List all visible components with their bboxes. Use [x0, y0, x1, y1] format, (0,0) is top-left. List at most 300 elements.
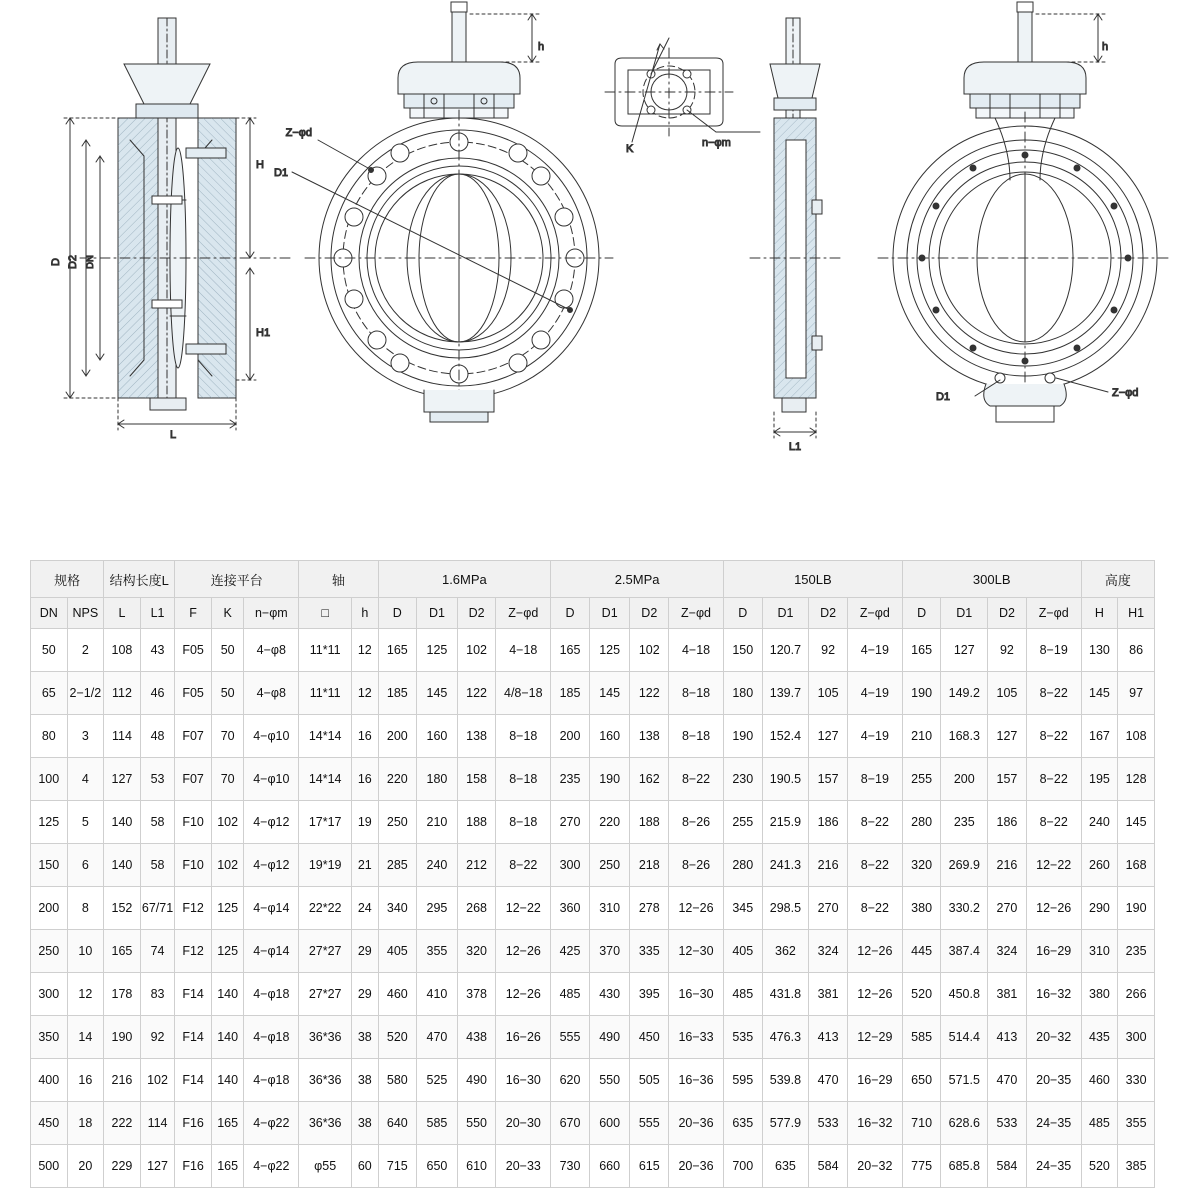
table-cell: 36*36 [299, 1059, 352, 1102]
table-cell: 430 [589, 973, 630, 1016]
table-cell: 470 [417, 1016, 458, 1059]
table-cell: 12−26 [496, 973, 551, 1016]
table-cell: 38 [352, 1059, 378, 1102]
table-cell: 127 [104, 758, 141, 801]
column-header: Z−φd [1026, 598, 1081, 629]
table-row [31, 973, 1155, 1016]
table-cell: 83 [140, 973, 175, 1016]
table-cell: 165 [211, 1145, 244, 1188]
table-cell: 385 [1118, 1145, 1155, 1188]
table-cell: 270 [551, 801, 590, 844]
table-cell: 165 [378, 629, 417, 672]
table-cell: 38 [352, 1016, 378, 1059]
table-cell: 16−32 [1026, 973, 1081, 1016]
spec-table [30, 560, 1155, 1188]
table-cell: 29 [352, 930, 378, 973]
table-cell: 19*19 [299, 844, 352, 887]
table-cell: 14*14 [299, 758, 352, 801]
table-cell: 514.4 [941, 1016, 988, 1059]
table-cell: 152.4 [762, 715, 809, 758]
table-cell: 190.5 [762, 758, 809, 801]
table-cell: 48 [140, 715, 175, 758]
column-header: D2 [630, 598, 669, 629]
table-cell: 130 [1081, 629, 1118, 672]
table-cell: 580 [378, 1059, 417, 1102]
label-H1: H1 [256, 327, 271, 339]
table-cell: 53 [140, 758, 175, 801]
table-cell: 20−36 [669, 1102, 724, 1145]
table-cell: 320 [457, 930, 496, 973]
table-cell: 128 [1118, 758, 1155, 801]
view-section-left [64, 18, 290, 430]
column-header: K [211, 598, 244, 629]
table-cell: 295 [417, 887, 458, 930]
table-cell: 555 [551, 1016, 590, 1059]
table-cell: 470 [809, 1059, 848, 1102]
column-header: H [1081, 598, 1118, 629]
view-mounting-pad [605, 38, 760, 142]
table-cell: 280 [723, 844, 762, 887]
table-cell: 330.2 [941, 887, 988, 930]
column-header: □ [299, 598, 352, 629]
table-cell: 431.8 [762, 973, 809, 1016]
table-cell: 50 [211, 629, 244, 672]
table-cell: 140 [104, 801, 141, 844]
table-cell: 378 [457, 973, 496, 1016]
table-cell: 16−30 [496, 1059, 551, 1102]
table-cell: 535 [723, 1016, 762, 1059]
table-cell: 300 [31, 973, 68, 1016]
table-cell: 600 [589, 1102, 630, 1145]
table-cell: 210 [902, 715, 941, 758]
table-cell: 12−22 [496, 887, 551, 930]
table-row [31, 887, 1155, 930]
table-cell: 240 [1081, 801, 1118, 844]
table-cell: 67/71 [140, 887, 175, 930]
table-cell: 241.3 [762, 844, 809, 887]
table-cell: 11*11 [299, 672, 352, 715]
table-cell: 12−26 [847, 973, 902, 1016]
label-D1-right: D1 [935, 391, 950, 403]
column-header: D [902, 598, 941, 629]
table-cell: 185 [551, 672, 590, 715]
table-cell: 285 [378, 844, 417, 887]
table-row [31, 1059, 1155, 1102]
table-cell: 387.4 [941, 930, 988, 973]
table-cell: F10 [175, 801, 212, 844]
table-cell: 16−29 [1026, 930, 1081, 973]
table-cell: 685.8 [941, 1145, 988, 1188]
label-D: D [50, 258, 62, 266]
table-cell: 4−φ8 [244, 629, 299, 672]
table-cell: 200 [31, 887, 68, 930]
table-cell: 229 [104, 1145, 141, 1188]
table-cell: 355 [417, 930, 458, 973]
label-n-phi-m: n−φm [702, 137, 731, 149]
table-cell: F16 [175, 1102, 212, 1145]
table-cell: 380 [1081, 973, 1118, 1016]
table-cell: 533 [988, 1102, 1027, 1145]
table-cell: 165 [211, 1102, 244, 1145]
table-cell: 158 [457, 758, 496, 801]
table-cell: 125 [31, 801, 68, 844]
table-cell: 125 [211, 887, 244, 930]
table-cell: 460 [378, 973, 417, 1016]
table-cell: 425 [551, 930, 590, 973]
table-row [31, 1145, 1155, 1188]
table-cell: 8−22 [847, 887, 902, 930]
table-row [31, 801, 1155, 844]
table-cell: 114 [140, 1102, 175, 1145]
table-cell: 160 [417, 715, 458, 758]
table-cell: 18 [67, 1102, 104, 1145]
table-cell: 145 [1118, 801, 1155, 844]
table-cell: 12−26 [847, 930, 902, 973]
label-L1: L1 [788, 441, 802, 453]
table-cell: 235 [551, 758, 590, 801]
table-cell: 50 [211, 672, 244, 715]
column-header: D1 [589, 598, 630, 629]
table-cell: 635 [723, 1102, 762, 1145]
column-header: D1 [941, 598, 988, 629]
table-cell: 250 [31, 930, 68, 973]
table-cell: 102 [211, 801, 244, 844]
table-cell: 216 [104, 1059, 141, 1102]
table-cell: 450 [630, 1016, 669, 1059]
table-cell: 470 [988, 1059, 1027, 1102]
group-header: 规格 [31, 561, 104, 598]
column-header: D2 [809, 598, 848, 629]
table-cell: 485 [723, 973, 762, 1016]
table-cell: 4−φ18 [244, 973, 299, 1016]
label-DN: DN [85, 255, 96, 269]
table-cell: 310 [1081, 930, 1118, 973]
table-cell: 4−φ12 [244, 801, 299, 844]
table-cell: 8−22 [847, 801, 902, 844]
table-cell: 584 [988, 1145, 1027, 1188]
table-cell: 3 [67, 715, 104, 758]
column-header: L [104, 598, 141, 629]
table-row [31, 672, 1155, 715]
table-cell: 370 [589, 930, 630, 973]
table-cell: 200 [378, 715, 417, 758]
table-cell: 2 [67, 629, 104, 672]
table-cell: 65 [31, 672, 68, 715]
table-cell: 585 [417, 1102, 458, 1145]
table-cell: 190 [589, 758, 630, 801]
column-header: DN [31, 598, 68, 629]
table-cell: φ55 [299, 1145, 352, 1188]
table-cell: 19 [352, 801, 378, 844]
table-cell: 108 [1118, 715, 1155, 758]
column-header: D1 [417, 598, 458, 629]
table-cell: 8−18 [496, 758, 551, 801]
table-cell: 5 [67, 801, 104, 844]
table-cell: 450.8 [941, 973, 988, 1016]
table-cell: 195 [1081, 758, 1118, 801]
table-cell: 395 [630, 973, 669, 1016]
table-cell: F05 [175, 672, 212, 715]
table-cell: 38 [352, 1102, 378, 1145]
table-cell: 36*36 [299, 1102, 352, 1145]
table-cell: 16 [67, 1059, 104, 1102]
table-cell: 435 [1081, 1016, 1118, 1059]
table-cell: 8−22 [847, 844, 902, 887]
table-cell: 43 [140, 629, 175, 672]
table-cell: F07 [175, 715, 212, 758]
table-cell: 345 [723, 887, 762, 930]
table-cell: 180 [723, 672, 762, 715]
table-cell: 46 [140, 672, 175, 715]
table-cell: 145 [589, 672, 630, 715]
table-cell: 222 [104, 1102, 141, 1145]
table-row [31, 844, 1155, 887]
column-header: L1 [140, 598, 175, 629]
table-cell: 490 [457, 1059, 496, 1102]
table-cell: 127 [941, 629, 988, 672]
table-cell: 20−30 [496, 1102, 551, 1145]
table-cell: 8−18 [669, 672, 724, 715]
column-header: F [175, 598, 212, 629]
view-front-flange [292, 2, 613, 422]
table-cell: 27*27 [299, 973, 352, 1016]
table-cell: 4−18 [669, 629, 724, 672]
table-cell: 150 [31, 844, 68, 887]
table-cell: 533 [809, 1102, 848, 1145]
table-cell: F10 [175, 844, 212, 887]
table-cell: 230 [723, 758, 762, 801]
table-cell: 190 [902, 672, 941, 715]
spec-table-body [31, 629, 1155, 1188]
table-cell: 235 [1118, 930, 1155, 973]
table-cell: 10 [67, 930, 104, 973]
table-cell: 12−30 [669, 930, 724, 973]
table-cell: 381 [809, 973, 848, 1016]
table-cell: 125 [417, 629, 458, 672]
spec-table-wrapper [30, 560, 1155, 1188]
table-cell: 12−26 [1026, 887, 1081, 930]
table-cell: 138 [630, 715, 669, 758]
table-cell: 4−φ18 [244, 1059, 299, 1102]
table-cell: 140 [104, 844, 141, 887]
table-cell: 555 [630, 1102, 669, 1145]
table-cell: 16 [352, 715, 378, 758]
table-row [31, 715, 1155, 758]
table-cell: 4−19 [847, 629, 902, 672]
table-cell: 730 [551, 1145, 590, 1188]
column-header: D2 [988, 598, 1027, 629]
table-cell: 122 [457, 672, 496, 715]
table-cell: 8−18 [669, 715, 724, 758]
table-cell: 505 [630, 1059, 669, 1102]
table-cell: 58 [140, 801, 175, 844]
table-cell: 4 [67, 758, 104, 801]
table-cell: 260 [1081, 844, 1118, 887]
table-cell: 8−22 [1026, 758, 1081, 801]
column-header: NPS [67, 598, 104, 629]
table-cell: 20−35 [1026, 1059, 1081, 1102]
table-cell: 620 [551, 1059, 590, 1102]
table-cell: 50 [31, 629, 68, 672]
table-cell: 140 [211, 1059, 244, 1102]
table-cell: 8−22 [496, 844, 551, 887]
table-cell: 165 [104, 930, 141, 973]
table-cell: 4−φ14 [244, 887, 299, 930]
table-cell: 290 [1081, 887, 1118, 930]
table-cell: 445 [902, 930, 941, 973]
table-cell: 476.3 [762, 1016, 809, 1059]
label-Z-phi-d: Z−φd [285, 127, 312, 139]
table-cell: 220 [589, 801, 630, 844]
table-cell: 92 [140, 1016, 175, 1059]
table-cell: 125 [589, 629, 630, 672]
table-cell: F05 [175, 629, 212, 672]
table-cell: 188 [457, 801, 496, 844]
table-cell: 22*22 [299, 887, 352, 930]
table-cell: 86 [1118, 629, 1155, 672]
table-cell: 340 [378, 887, 417, 930]
table-cell: 112 [104, 672, 141, 715]
table-cell: 149.2 [941, 672, 988, 715]
group-header: 轴 [299, 561, 378, 598]
table-cell: 360 [551, 887, 590, 930]
table-cell: 355 [1118, 1102, 1155, 1145]
group-header: 结构长度L [104, 561, 175, 598]
table-cell: 650 [417, 1145, 458, 1188]
table-cell: 485 [551, 973, 590, 1016]
table-cell: 585 [902, 1016, 941, 1059]
table-cell: 12−26 [669, 887, 724, 930]
table-cell: 120.7 [762, 629, 809, 672]
table-cell: 200 [551, 715, 590, 758]
column-header: n−φm [244, 598, 299, 629]
table-cell: 200 [941, 758, 988, 801]
table-cell: 584 [809, 1145, 848, 1188]
label-K: K [626, 143, 634, 155]
table-cell: 8−22 [1026, 801, 1081, 844]
table-cell: 127 [140, 1145, 175, 1188]
table-cell: 20−33 [496, 1145, 551, 1188]
table-cell: 178 [104, 973, 141, 1016]
table-cell: 160 [589, 715, 630, 758]
table-row [31, 758, 1155, 801]
table-cell: 127 [809, 715, 848, 758]
table-cell: 122 [630, 672, 669, 715]
table-row [31, 930, 1155, 973]
table-cell: 615 [630, 1145, 669, 1188]
table-cell: 438 [457, 1016, 496, 1059]
group-header: 1.6MPa [378, 561, 551, 598]
table-cell: 16 [352, 758, 378, 801]
table-cell: 270 [809, 887, 848, 930]
table-cell: 70 [211, 758, 244, 801]
table-cell: 4−φ8 [244, 672, 299, 715]
table-cell: 16−32 [847, 1102, 902, 1145]
table-cell: 16−36 [669, 1059, 724, 1102]
table-cell: 4−φ12 [244, 844, 299, 887]
table-cell: 29 [352, 973, 378, 1016]
table-cell: 97 [1118, 672, 1155, 715]
group-header: 300LB [902, 561, 1081, 598]
table-cell: 670 [551, 1102, 590, 1145]
table-cell: 102 [457, 629, 496, 672]
table-cell: 165 [902, 629, 941, 672]
column-header: Z−φd [669, 598, 724, 629]
table-cell: 102 [140, 1059, 175, 1102]
table-cell: 235 [941, 801, 988, 844]
table-cell: 186 [809, 801, 848, 844]
table-cell: 125 [211, 930, 244, 973]
label-h-right: h [1102, 41, 1109, 53]
table-cell: 715 [378, 1145, 417, 1188]
table-cell: 4−φ22 [244, 1102, 299, 1145]
table-cell: 100 [31, 758, 68, 801]
table-cell: F16 [175, 1145, 212, 1188]
table-cell: 145 [1081, 672, 1118, 715]
table-cell: 215.9 [762, 801, 809, 844]
table-cell: 8−19 [847, 758, 902, 801]
table-cell: 300 [1118, 1016, 1155, 1059]
column-header: Z−φd [496, 598, 551, 629]
table-cell: 186 [988, 801, 1027, 844]
table-cell: 520 [1081, 1145, 1118, 1188]
table-cell: 8−19 [1026, 629, 1081, 672]
table-cell: 640 [378, 1102, 417, 1145]
table-cell: 165 [551, 629, 590, 672]
table-cell: 628.6 [941, 1102, 988, 1145]
table-row [31, 629, 1155, 672]
table-cell: 17*17 [299, 801, 352, 844]
technical-drawing [0, 0, 1185, 520]
table-cell: 60 [352, 1145, 378, 1188]
table-cell: 300 [551, 844, 590, 887]
group-header: 连接平台 [175, 561, 299, 598]
table-cell: 700 [723, 1145, 762, 1188]
table-cell: 168.3 [941, 715, 988, 758]
table-cell: 410 [417, 973, 458, 1016]
table-cell: 16−29 [847, 1059, 902, 1102]
label-D2: D2 [67, 254, 79, 270]
table-cell: 8−22 [1026, 715, 1081, 758]
table-cell: F07 [175, 758, 212, 801]
table-cell: F14 [175, 1059, 212, 1102]
column-header: D2 [457, 598, 496, 629]
column-header: D [378, 598, 417, 629]
table-cell: 571.5 [941, 1059, 988, 1102]
table-cell: 595 [723, 1059, 762, 1102]
table-cell: 255 [902, 758, 941, 801]
table-cell: 4−φ10 [244, 715, 299, 758]
table-cell: 4−φ14 [244, 930, 299, 973]
table-cell: 24−35 [1026, 1145, 1081, 1188]
table-cell: 324 [809, 930, 848, 973]
group-header: 150LB [723, 561, 902, 598]
table-cell: 270 [988, 887, 1027, 930]
table-cell: 4−19 [847, 715, 902, 758]
table-cell: 210 [417, 801, 458, 844]
table-row [31, 1016, 1155, 1059]
table-cell: 400 [31, 1059, 68, 1102]
label-L: L [169, 429, 177, 441]
column-header: D [551, 598, 590, 629]
table-cell: 280 [902, 801, 941, 844]
table-cell: 8−18 [496, 715, 551, 758]
table-cell: 525 [417, 1059, 458, 1102]
table-cell: 92 [988, 629, 1027, 672]
table-cell: 550 [457, 1102, 496, 1145]
table-cell: 255 [723, 801, 762, 844]
table-cell: 14 [67, 1016, 104, 1059]
